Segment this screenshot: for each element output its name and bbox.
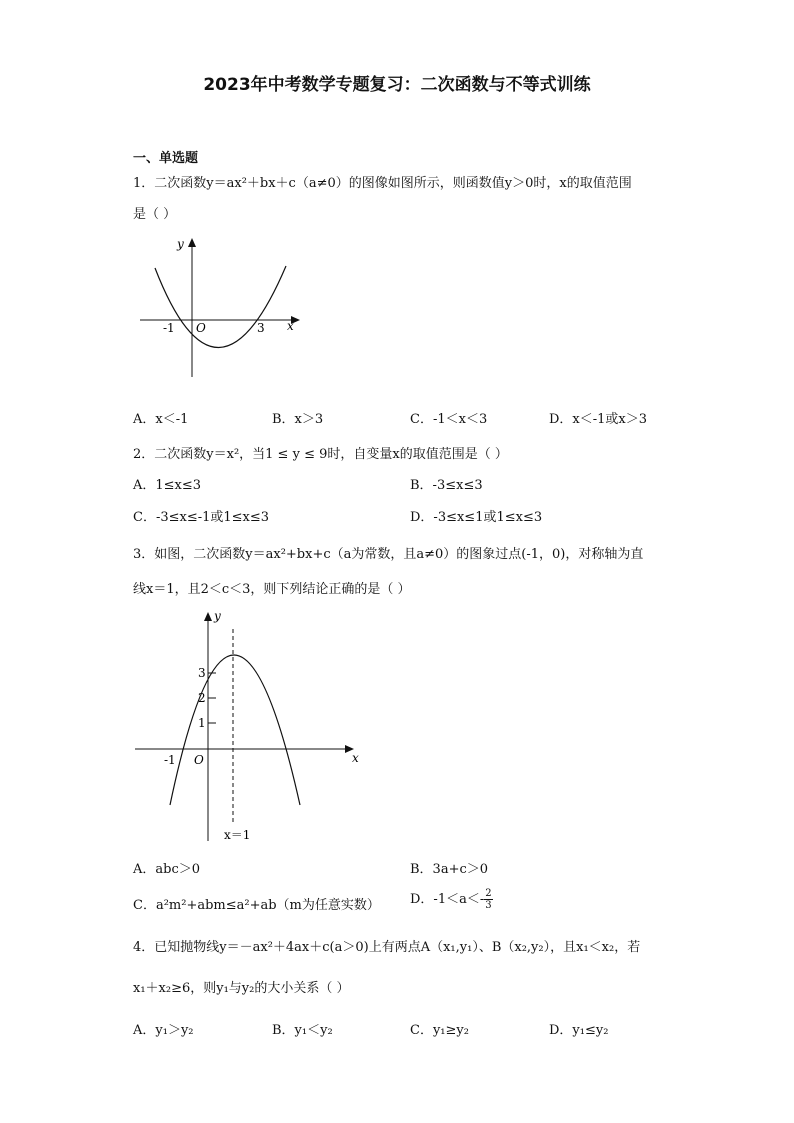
q4-option-c[interactable]: C．y₁≥y₂ [410, 1023, 469, 1038]
q1-tick-minus1: -1 [163, 321, 175, 335]
q1-y-axis-label: y [177, 237, 184, 251]
q1-option-c[interactable]: C．-1＜x＜3 [410, 412, 488, 427]
q3-axis-of-symmetry-label: x＝1 [224, 828, 251, 842]
q1-option-a[interactable]: A．x＜-1 [133, 412, 189, 427]
q4-option-a[interactable]: A．y₁＞y₂ [133, 1023, 194, 1038]
q2-option-c[interactable]: C．-3≤x≤-1或1≤x≤3 [133, 510, 270, 525]
q3-option-d[interactable] [410, 888, 493, 911]
q3-y-axis-label: y [214, 609, 221, 623]
q3-option-b[interactable]: B．3a+c＞0 [410, 862, 489, 877]
q3-text-line1: 3．如图，二次函数y＝ax²+bx+c（a为常数，且a≠0）的图象过点(-1，0)，对称轴为直 [133, 547, 644, 562]
q3-option-a[interactable]: A．abc＞0 [133, 862, 201, 877]
q3-tick-2: 2 [198, 691, 206, 705]
q3-x-axis-label: x [352, 751, 359, 765]
q3-parabola-figure [130, 605, 365, 845]
q1-tick-3: 3 [257, 321, 265, 335]
q1-parabola-figure [135, 232, 305, 382]
q3-text-line2: 线x＝1，且2＜c＜3，则下列结论正确的是（ ） [133, 582, 411, 597]
q3-option-d-prefix: D．-1＜a＜- [410, 892, 485, 907]
q4-text-line2: x₁＋x₂≥6，则y₁与y₂的大小关系（ ） [133, 981, 350, 996]
q3-tick-1: 1 [198, 716, 206, 730]
q2-option-a[interactable]: A．1≤x≤3 [133, 478, 202, 493]
q2-option-d[interactable]: D．-3≤x≤1或1≤x≤3 [410, 510, 543, 525]
page-title: 2023年中考数学专题复习：二次函数与不等式训练 [203, 75, 591, 95]
q1-option-b[interactable]: B．x＞3 [272, 412, 324, 427]
q3-option-d-numerator: 2 [485, 888, 492, 899]
q3-option-d-denominator: 3 [485, 900, 492, 911]
q3-option-d-fraction [484, 888, 492, 911]
q3-tick-3: 3 [198, 666, 206, 680]
q1-x-axis-label: x [287, 319, 294, 333]
q1-option-d[interactable]: D．x＜-1或x＞3 [549, 412, 648, 427]
q4-option-d[interactable]: D．y₁≤y₂ [549, 1023, 609, 1038]
q1-text-line2: 是（ ） [133, 207, 177, 222]
q2-option-b[interactable]: B．-3≤x≤3 [410, 478, 483, 493]
q3-origin-label: O [194, 753, 204, 767]
q3-option-c[interactable]: C．a²m²+abm≤a²+ab（m为任意实数） [133, 898, 380, 913]
q1-origin-label: O [196, 321, 206, 335]
q4-option-b[interactable]: B．y₁＜y₂ [272, 1023, 333, 1038]
q1-text-line1: 1．二次函数y＝ax²＋bx＋c（a≠0）的图像如图所示，则函数值y＞0时，x的取值范围 [133, 176, 632, 191]
q2-text-line1: 2．二次函数y＝x²，当1 ≤ y ≤ 9时，自变量x的取值范围是（ ） [133, 447, 508, 462]
section-heading: 一、单选题 [133, 151, 199, 166]
q4-text-line1: 4．已知抛物线y＝－ax²＋4ax＋c(a＞0)上有两点A（x₁,y₁）、B（x₂,y₂），且x₁＜x₂，若 [133, 940, 641, 955]
q3-tick-minus1: -1 [164, 753, 176, 767]
